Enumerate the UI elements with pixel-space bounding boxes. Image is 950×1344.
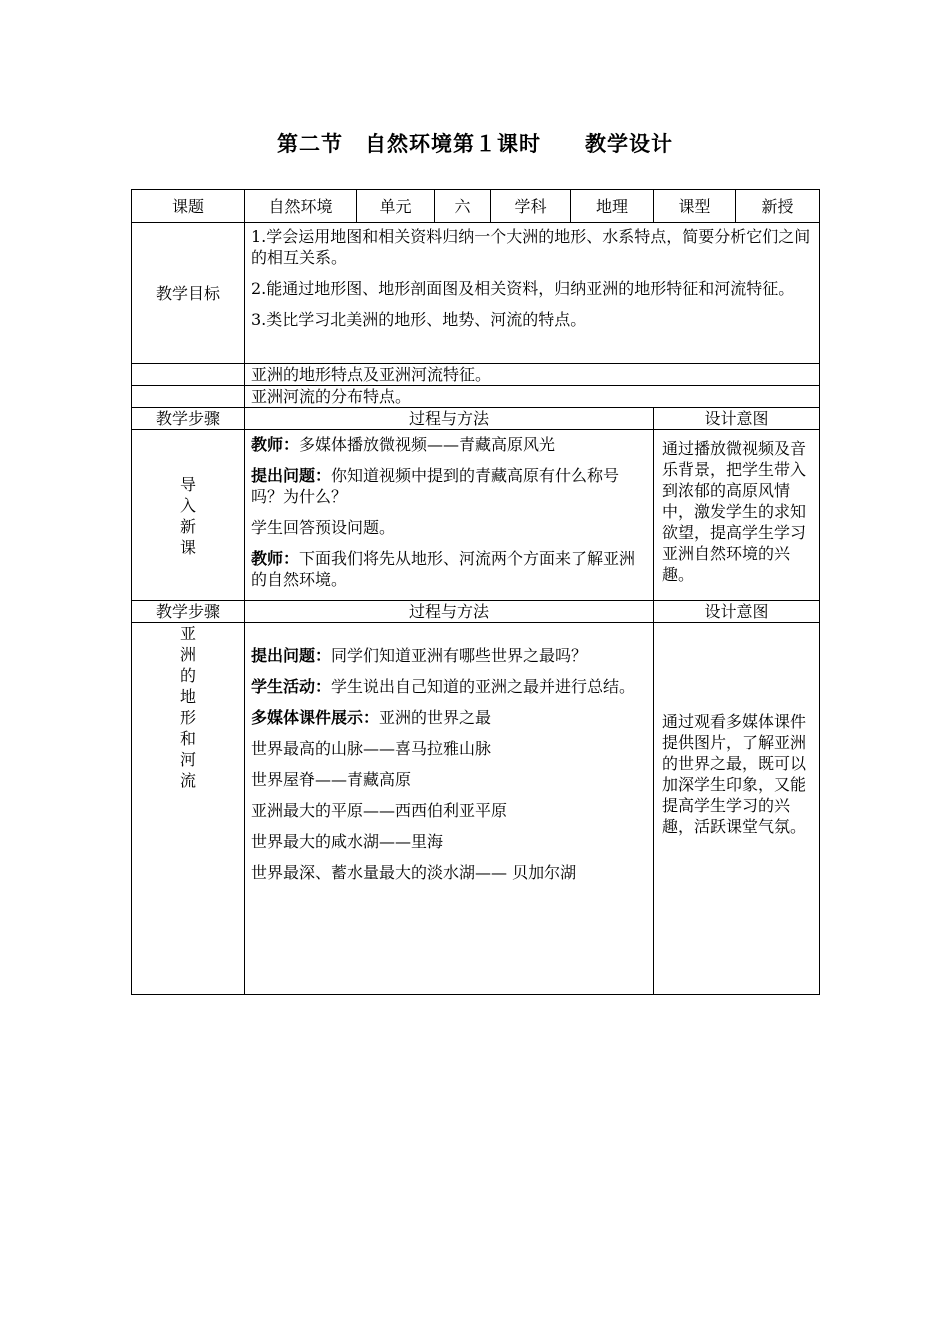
header-row-2 <box>132 601 820 623</box>
topic-label: 课题 <box>132 190 245 223</box>
key-point-label <box>132 364 245 386</box>
objective-item: 1.学会运用地图和相关资料归纳一个大洲的地形、水系特点，简要分析它们之间的相互关系。 <box>251 227 811 267</box>
section-terrain-intent: 通过观看多媒体课件提供图片，了解亚洲的世界之最，既可以加深学生印象，又能提高学生学习的兴趣，活跃课堂气氛。 <box>654 623 820 995</box>
section-intro-row <box>132 430 820 601</box>
objectives-content <box>245 223 820 364</box>
unit-label: 单元 <box>357 190 435 223</box>
section-terrain-row <box>132 623 820 995</box>
difficulty-label <box>132 386 245 408</box>
info-row <box>132 190 820 223</box>
type-label: 课型 <box>654 190 736 223</box>
step-header: 教学步骤 <box>132 408 245 430</box>
difficulty-row <box>132 386 820 408</box>
intent-header: 设计意图 <box>654 601 820 623</box>
objectives-label: 教学目标 <box>132 223 245 364</box>
objective-item: 3.类比学习北美洲的地形、地势、河流的特点。 <box>251 310 587 329</box>
section-intro-intent: 通过播放微视频及音乐背景，把学生带入到浓郁的高原风情中，激发学生的求知欲望，提高学生学习亚洲自然环境的兴趣。 <box>654 430 820 601</box>
objective-item: 2.能通过地形图、地形剖面图及相关资料，归纳亚洲的地形特征和河流特征。 <box>251 279 795 298</box>
section-terrain-process: 提出问题：同学们知道亚洲有哪些世界之最吗？ 学生活动：学生说出自己知道的亚洲之最并进行总结。 多媒体课件展示：亚洲的世界之最 世界最高的山脉——喜马拉雅山脉 世界屋脊——青藏高原 亚洲最大的平原——西西伯利亚平原 世界最大的咸水湖——里海 世界最深、蓄水量最大的淡水湖—— 贝加尔湖 <box>245 623 654 995</box>
subject-value: 地理 <box>571 190 654 223</box>
subject-label: 学科 <box>491 190 571 223</box>
type-value: 新授 <box>736 190 820 223</box>
section-terrain-step: 亚 洲 的 地 形 和 河 流 <box>132 623 245 995</box>
difficulty-text: 亚洲河流的分布特点。 <box>245 386 820 408</box>
process-header: 过程与方法 <box>245 601 654 623</box>
key-point-text: 亚洲的地形特点及亚洲河流特征。 <box>245 364 820 386</box>
section-intro-step: 导 入 新 课 <box>132 430 245 601</box>
page-title: 第二节 自然环境第１课时 教学设计 <box>277 132 673 156</box>
section-intro-process: 教师：多媒体播放微视频——青藏高原风光 提出问题：你知道视频中提到的青藏高原有什么称号吗？为什么？ 学生回答预设问题。 教师：下面我们将先从地形、河流两个方面来了解亚洲的自然环境。 <box>245 430 654 601</box>
key-point-row <box>132 364 820 386</box>
process-header: 过程与方法 <box>245 408 654 430</box>
topic-value: 自然环境 <box>245 190 357 223</box>
lesson-plan-table <box>131 189 820 995</box>
unit-value: 六 <box>435 190 491 223</box>
step-header: 教学步骤 <box>132 601 245 623</box>
intent-header: 设计意图 <box>654 408 820 430</box>
objectives-row <box>132 223 820 364</box>
header-row-1 <box>132 408 820 430</box>
